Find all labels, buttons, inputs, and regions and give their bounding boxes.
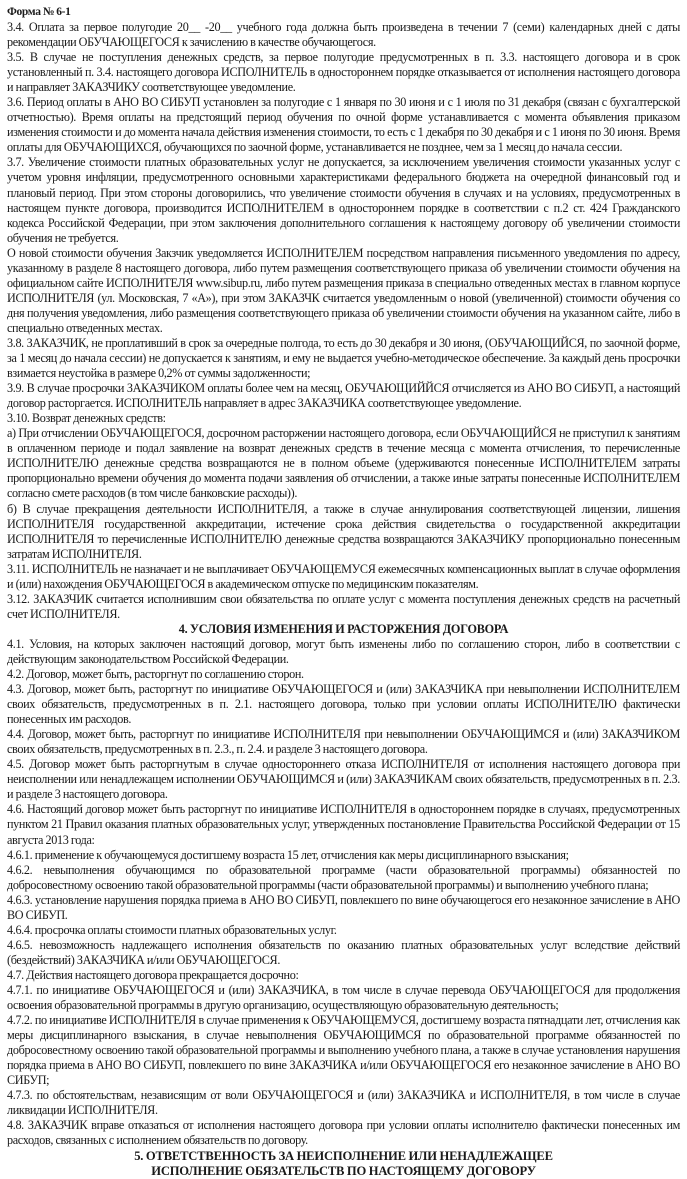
- clause-3-11: 3.11. ИСПОЛНИТЕЛЬ не назначает и не выплачивает ОБУЧАЮЩЕМУСЯ ежемесячных компенсационных выплат в случае оформления и (или) нахождения ОБУЧАЮЩЕГОСЯ в академическом отпуске по медицинским показателям.: [7, 561, 680, 591]
- clause-4-6: 4.6. Настоящий договор может быть расторгнут по инициативе ИСПОЛНИТЕЛЯ в одностороннем порядке в случаях, предусмотренных пунктом 21 Правил оказания платных образовательных услуг, утвержденных постановление Правительства Российской Федерации от 15 августа 2013 года:: [7, 802, 680, 847]
- clause-4-6-1: 4.6.1. применение к обучающемуся достигшему возраста 15 лет, отчисления как меры дисциплинарного взыскания;: [7, 847, 569, 862]
- clause-3-10-a: а) При отчислении ОБУЧАЮЩЕГОСЯ, досрочном расторжении настоящего договора, если ОБУЧАЮЩИЙСЯ не приступил к занятиям в оплаченном периоде и подал заявление на возврат денежных средств в течение месяца с момента отчисления, то перечисленные ИСПОЛНИТЕЛЮ денежные средства возвращаются не в полном объеме (удерживаются понесенные ИСПОЛНИТЕЛЕМ затраты пропорционально времени обучения до момента подачи заявления об отчислении, а также иные затраты понесенные ИСПОЛНИТЕЛЕМ согласно смете расходов (в том числе банковские расходы)).: [7, 426, 680, 501]
- clause-3-7: 3.7. Увеличение стоимости платных образовательных услуг не допускается, за исключением увеличения стоимости указанных услуг с учетом уровня инфляции, предусмотренного основными характеристиками федерального бюджета на очередной финансовый год и плановый период. При этом стороны договорились, что увеличение стоимости обучения в случаях и на условиях, предусмотренных в настоящем пункте договора, производится ИСПОЛНИТЕЛЕМ в одностороннем порядке в соответствии с п.2 ст. 424 Гражданского кодекса Российской Федерации, при этом заключения дополнительного соглашения к настоящему договору об увеличении стоимости обучения не требуется.: [7, 155, 680, 245]
- clause-4-5: 4.5. Договор может быть расторгнутым в случае одностороннего отказа ИСПОЛНИТЕЛЯ от исполнения настоящего договора при неисполнении или ненадлежащем исполнении ОБУЧАЮЩИМСЯ и (или) ЗАКАЗЧИКАМ своих обязательств, предусмотренных в п. 2.3. и разделе 3 настоящего договора.: [7, 757, 680, 802]
- section-5-heading-line-1: 5. ОТВЕТСТВЕННОСТЬ ЗА НЕИСПОЛНЕНИЕ ИЛИ НЕНАДЛЕЖАЩЕЕ: [134, 1148, 553, 1163]
- clause-3-7-notice: О новой стоимости обучения Закзчик уведомляется ИСПОЛНИТЕЛЕМ посредством направления письменного уведомления по адресу, указанному в разделе 8 настоящего договора, либо путем размещения соответствующего приказа об увеличении стоимости обучения на официальном сайте ИСПОЛНИТЕЛЯ www.sibup.ru, либо путем размещения приказа в специально отведенных местах в главном корпусе ИСПОЛНИТЕЛЯ (ул. Московская, 7 «А»), при этом ЗАКАЗЧК считается уведомленным о новой (увеличенной) стоимости обучения со дня получения уведомления, либо размещения соответствующего приказа об увеличении стоимости обучения на указанном сайте, либо в специально отведенных местах.: [7, 245, 680, 335]
- section-4-termination-terms: [7, 637, 680, 1149]
- clause-3-4: 3.4. Оплата за первое полугодие 20__ -20__ учебного года должна быть произведена в течении 7 (семи) календарных дней с даты рекомендации ОБУЧАЮЩЕГОСЯ к зачислению в качестве обучающегося.: [7, 20, 680, 50]
- clause-4-7-1: 4.7.1. по инициативе ОБУЧАЮЩЕГОСЯ и (или) ЗАКАЗЧИКА, в том числе в случае перевода ОБУЧАЮЩЕГОСЯ для продолжения освоения образовательной программы в другую организацию, осуществляющую образовательную деятельность;: [7, 983, 680, 1013]
- document-page: [7, 5, 680, 1179]
- clause-4-6-3: 4.6.3. установление нарушения порядка приема в АНО ВО СИБУП, повлекшего по вине обучающегося его незаконное зачисление в АНО ВО СИБУП.: [7, 892, 680, 922]
- clause-3-6: 3.6. Период оплаты в АНО ВО СИБУП установлен за полугодие с 1 января по 30 июня и с 1 июля по 31 декабря (связан с бухгалтерской отчетностью). Время оплаты на предстоящий период обучения по очной форме устанавливается с момента объявления приказом изменения стоимости и до момента начала действия изменения стоимости, то есть с 1 декабря по 30 декабря и с 1 июня по 30 июня. Время оплаты для ОБУЧАЮЩИХСЯ, обучающихся по заочной форме, устанавливается не позднее, чем за 1 месяц до начала сессии.: [7, 95, 680, 155]
- form-label: Форма № 6-1: [7, 6, 71, 18]
- clause-4-7-2: 4.7.2. по инициативе ИСПОЛНИТЕЛЯ в случае применения к ОБУЧАЮЩЕМУСЯ, достигшему возраста пятнадцати лет, отчисления как меры дисциплинарного взыскания, в случае невыполнения ОБУЧАЮЩИМСЯ по образовательной программе обязанностей по добросовестному освоению такой образовательной программы и выполнению учебного плана, а также в случае установления нарушения порядка приема в АНО ВО СИБУП, повлекшего по вине ЗАКАЗЧИКА и/или ОБУЧАЮЩЕГОСЯ его незаконное зачисление в АНО ВО СИБУП;: [7, 1013, 680, 1088]
- clause-3-12: 3.12. ЗАКАЗЧИК считается исполнившим свои обязательства по оплате услуг с момента поступления денежных средств на расчетный счет ИСПОЛНИТЕЛЯ.: [7, 591, 680, 621]
- clause-4-6-5: 4.6.5. невозможность надлежащего исполнения обязательств по оказанию платных образовательных услуг вследствие действий (бездействий) ЗАКАЗЧИКА и/или ОБУЧАЮЩЕГОСЯ.: [7, 937, 680, 967]
- section-5-heading-line-2: ИСПОЛНЕНИЕ ОБЯЗАТЕЛЬСТВ ПО НАСТОЯЩЕМУ ДОГОВОРУ: [151, 1163, 536, 1178]
- clause-4-7-3: 4.7.3. по обстоятельствам, независящим от воли ОБУЧАЮЩЕГОСЯ и (или) ЗАКАЗЧИКА и ИСПОЛНИТЕЛЯ, в том числе в случае ликвидации ИСПОЛНИТЕЛЯ.: [7, 1088, 680, 1118]
- clause-4-7: 4.7. Действия настоящего договора прекращается досрочно:: [7, 967, 299, 982]
- clause-4-1: 4.1. Условия, на которых заключен настоящий договор, могут быть изменены либо по соглашению сторон, либо в соответствии с действующим законодательством Российской Федерации.: [7, 636, 680, 666]
- clause-3-10: 3.10. Возврат денежных средств:: [7, 411, 166, 426]
- clause-3-8: 3.8. ЗАКАЗЧИК, не проплативший в срок за очередные полгода, то есть до 30 декабря и 30 июня, (ОБУЧАЮЩИЙСЯ, по заочной форме, за 1 месяц до начала сессии) не допускается к занятиям, и ему не выдается учебно-методическое обеспечение. За каждый день просрочки взимается неустойка в размере 0,2% от суммы задолженности;: [7, 335, 680, 381]
- clause-4-4: 4.4. Договор, может быть, расторгнут по инициативе ИСПОЛНИТЕЛЯ при невыполнении ОБУЧАЮЩИМСЯ и (или) ЗАКАЗЧИКОМ своих обязательств, предусмотренных в п. 2.3., п. 2.4. и разделе 3 настоящего договора.: [7, 727, 680, 757]
- section-4-heading: 4. УСЛОВИЯ ИЗМЕНЕНИЯ И РАСТОРЖЕНИЯ ДОГОВОРА: [178, 621, 509, 636]
- clause-4-8: 4.8. ЗАКАЗЧИК вправе отказаться от исполнения настоящего договора при условии оплаты исполнителю фактически понесенных им расходов, связанных с исполнением обязательств по договору.: [7, 1118, 680, 1148]
- clause-3-10-b: б) В случае прекращения деятельности ИСПОЛНИТЕЛЯ, а также в случае аннулирования соответствующей лицензии, лишения ИСПОЛНИТЕЛЯ государственной аккредитации, истечение срока действия свидетельства о государственной аккредитации ИСПОЛНИТЕЛЯ то перечисленные ИСПОЛНИТЕЛЮ денежные средства возвращаются ЗАКАЗЧИКУ пропорционально понесенным затратам ИСПОЛНИТЕЛЯ.: [7, 501, 680, 561]
- clause-4-6-2: 4.6.2. невыполнения обучающимся по образовательной программе (части образовательной программы) обязанностей по добросовестному освоению такой образовательной программы (части образовательной программы) и выполнению учебного плана;: [7, 862, 680, 892]
- clause-4-2: 4.2. Договор, может быть, расторгнут по соглашению сторон.: [7, 667, 304, 682]
- section-5-heading: [7, 1149, 680, 1179]
- clause-3-5: 3.5. В случае не поступления денежных средств, за первое полугодие предусмотренных в п. 3.3. настоящего договора и в срок установленный п. 3.4. настоящего договора ИСПОЛНИТЕЛЬ в одностороннем порядке отказывается от исполнения настоящего договора и направляет ЗАКАЗЧИКУ соответствующее уведомление.: [7, 50, 680, 95]
- clause-4-6-4: 4.6.4. просрочка оплаты стоимости платных образовательных услуг.: [7, 922, 337, 937]
- section-3-payment-terms: [7, 20, 680, 622]
- clause-4-3: 4.3. Договор, может быть, расторгнут по инициативе ОБУЧАЮЩЕГОСЯ и (или) ЗАКАЗЧИКА при невыполнении ИСПОЛНИТЕЛЕМ своих обязательств, предусмотренных в п. 2.1. настоящего договора, только при условии оплаты ИСПОЛНИТЕЛЮ фактически понесенных им расходов.: [7, 682, 680, 727]
- clause-3-9: 3.9. В случае просрочки ЗАКАЗЧИКОМ оплаты более чем на месяц, ОБУЧАЮЩИЙЙСЯ отчисляется из АНО ВО СИБУП, а настоящий договор расторгается. ИСПОЛНИТЕЛЬ направляет в адрес ЗАКАЗЧИКА соответствующее уведомление.: [7, 381, 680, 411]
